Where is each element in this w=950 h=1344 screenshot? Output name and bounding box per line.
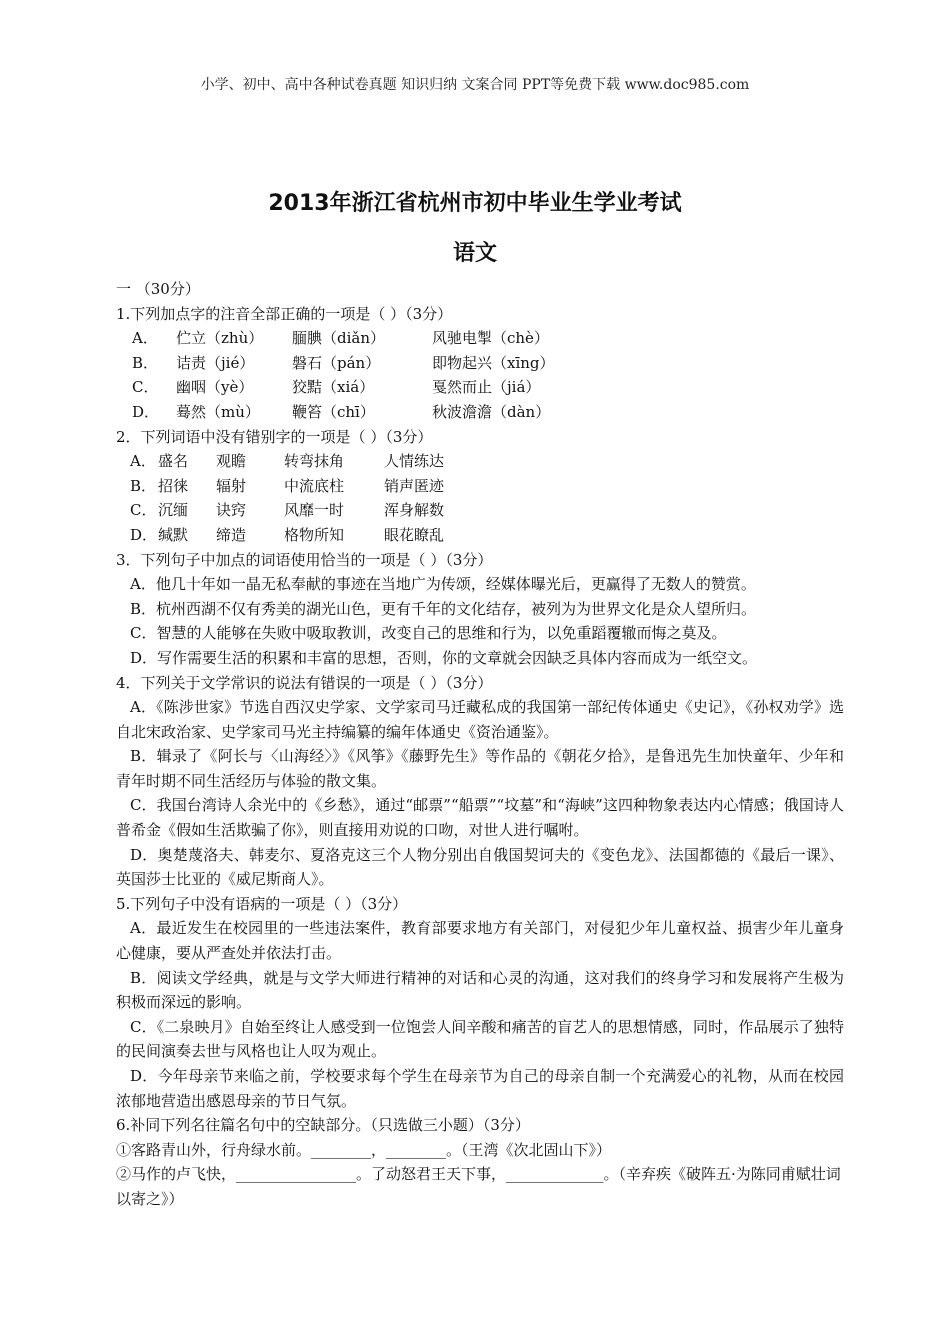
q5-option-c: C．《二泉映月》自始至终让人感受到一位饱尝人间辛酸和痛苦的盲艺人的思想情感，同时，作品展示了独特的民间演奏去世与风格也让人叹为观止。 bbox=[116, 1017, 844, 1061]
q5-option-a: A．最近发生在校园里的一些违法案件，教育部要求地方有关部门，对侵犯少年儿童权益、损害少年儿童身心健康，要从严查处并依法打击。 bbox=[116, 919, 844, 963]
section-label: 一 （30分） bbox=[116, 280, 200, 298]
question-2-stem: 2．下列词语中没有错别字的一项是（ ）（3分） bbox=[116, 427, 433, 446]
subject-title: 语文 bbox=[452, 241, 497, 266]
exam-content bbox=[116, 277, 844, 1212]
q6-item-1: ①客路青山外，行舟绿水前。________，________。（王湾《次北固山下》） bbox=[116, 1140, 612, 1159]
question-3-stem: 3．下列句子中加点的词语使用恰当的一项是（ ）（3分） bbox=[116, 550, 493, 569]
question-4-stem: 4．下列关于文学常识的说法有错误的一项是（ ）（3分） bbox=[116, 673, 493, 692]
question-1-stem: 1.下列加点字的注音全部正确的一项是（ ）（3分） bbox=[116, 304, 453, 323]
q3-option-b: B．杭州西湖不仅有秀美的湖光山色，更有千年的文化结存，被列为为世界文化是众人望所归。 bbox=[130, 599, 757, 618]
question-5-stem: 5.下列句子中没有语病的一项是（ ）（3分） bbox=[116, 894, 408, 913]
question-6-stem: 6.补同下列名往篇名句中的空缺部分。（只选做三小题）（3分） bbox=[116, 1116, 530, 1135]
q2-option-d: D． 缄默 缔造 格物所知 眼花瞭乱 bbox=[130, 525, 445, 544]
q3-option-d: D．写作需要生活的积累和丰富的思想，否则，你的文章就会因缺乏具体内容而成为一纸空文。 bbox=[130, 648, 758, 667]
site-header: 小学、初中、高中各种试卷真题 知识归纳 文案合同 PPT等免费下载 www.doc985.com bbox=[200, 77, 750, 93]
q6-item-2: ②马作的卢飞快，________________。了动怒君王天下事，_____________。（辛弃疾《破阵五·为陈同甫赋壮词以寄之》） bbox=[116, 1165, 841, 1208]
q4-option-a: A．《陈涉世家》节选自西汉史学家、文学家司马迁藏私成的我国第一部纪传体通史《史记》，《孙权劝学》选 自北宋政治家、史学家司马光主持编纂的编年体通史《资治通鉴》。 bbox=[116, 698, 844, 741]
q3-option-c: C．智慧的人能够在失败中吸取教训，改变自己的思维和行为，以免重蹈覆辙而悔之莫及。 bbox=[130, 624, 727, 643]
exam-title: 2013年浙江省杭州市初中毕业生学业考试 bbox=[268, 191, 682, 216]
q5-option-b: B．阅读文学经典，就是与文学大师进行精神的对话和心灵的沟通，这对我们的终身学习和发展将产生极为积极而深远的影响。 bbox=[116, 968, 844, 1012]
q4-option-b: B．辑录了《阿长与〈山海经〉》《风筝》《藤野先生》等作品的《朝花夕拾》，是鲁迅先生加快童年、少年和青年时期不同生活经历与体验的散文集。 bbox=[116, 747, 844, 790]
q2-option-c: C． 沉缅 诀窍 风靡一时 浑身解数 bbox=[130, 501, 445, 520]
q1-option-b: B． 诘责（jié） 磐石（pán） 即物起兴（xīng） bbox=[132, 353, 555, 372]
q2-option-a: A． 盛名 观瞻 转弯抹角 人情练达 bbox=[130, 452, 445, 471]
q3-option-a: A．他几十年如一晶无私奉献的事迹在当地广为传颂，经媒体曝光后，更赢得了无数人的赞赏。 bbox=[130, 575, 756, 594]
q4-option-c: C．我国台湾诗人余光中的《乡愁》，通过“邮票”“船票”“坟墓”和“海峡”这四种物象表达内心情感；俄国诗人普希金《假如生活欺骗了你》，则直接用劝说的口吻，对世人进行嘱咐。 bbox=[116, 796, 844, 840]
q4-option-d: D．奥楚蔑洛夫、韩麦尔、夏洛克这三个人物分别出自俄国契诃夫的《变色龙》、法国都德的《最后一课》、英国莎士比亚的《威尼斯商人》。 bbox=[116, 845, 844, 889]
q1-option-c: C． 幽咽（yè） 狡黠（xiá） 戛然而止（jiá） bbox=[132, 378, 541, 397]
q1-option-d: D． 蓦然（mù） 鞭笞（chī） 秋波澹澹（dàn） bbox=[132, 402, 551, 421]
q1-option-a: A． 伫立（zhù） 腼腆（diǎn） 风驰电掣（chè） bbox=[132, 329, 549, 348]
q2-option-b: B． 招徕 辐射 中流底柱 销声匿迹 bbox=[130, 476, 445, 495]
q5-option-d: D．今年母亲节来临之前，学校要求每个学生在母亲节为自己的母亲自制一个充满爱心的礼物，从而在校园浓郁地营造出感恩母亲的节日气氛。 bbox=[116, 1067, 844, 1110]
